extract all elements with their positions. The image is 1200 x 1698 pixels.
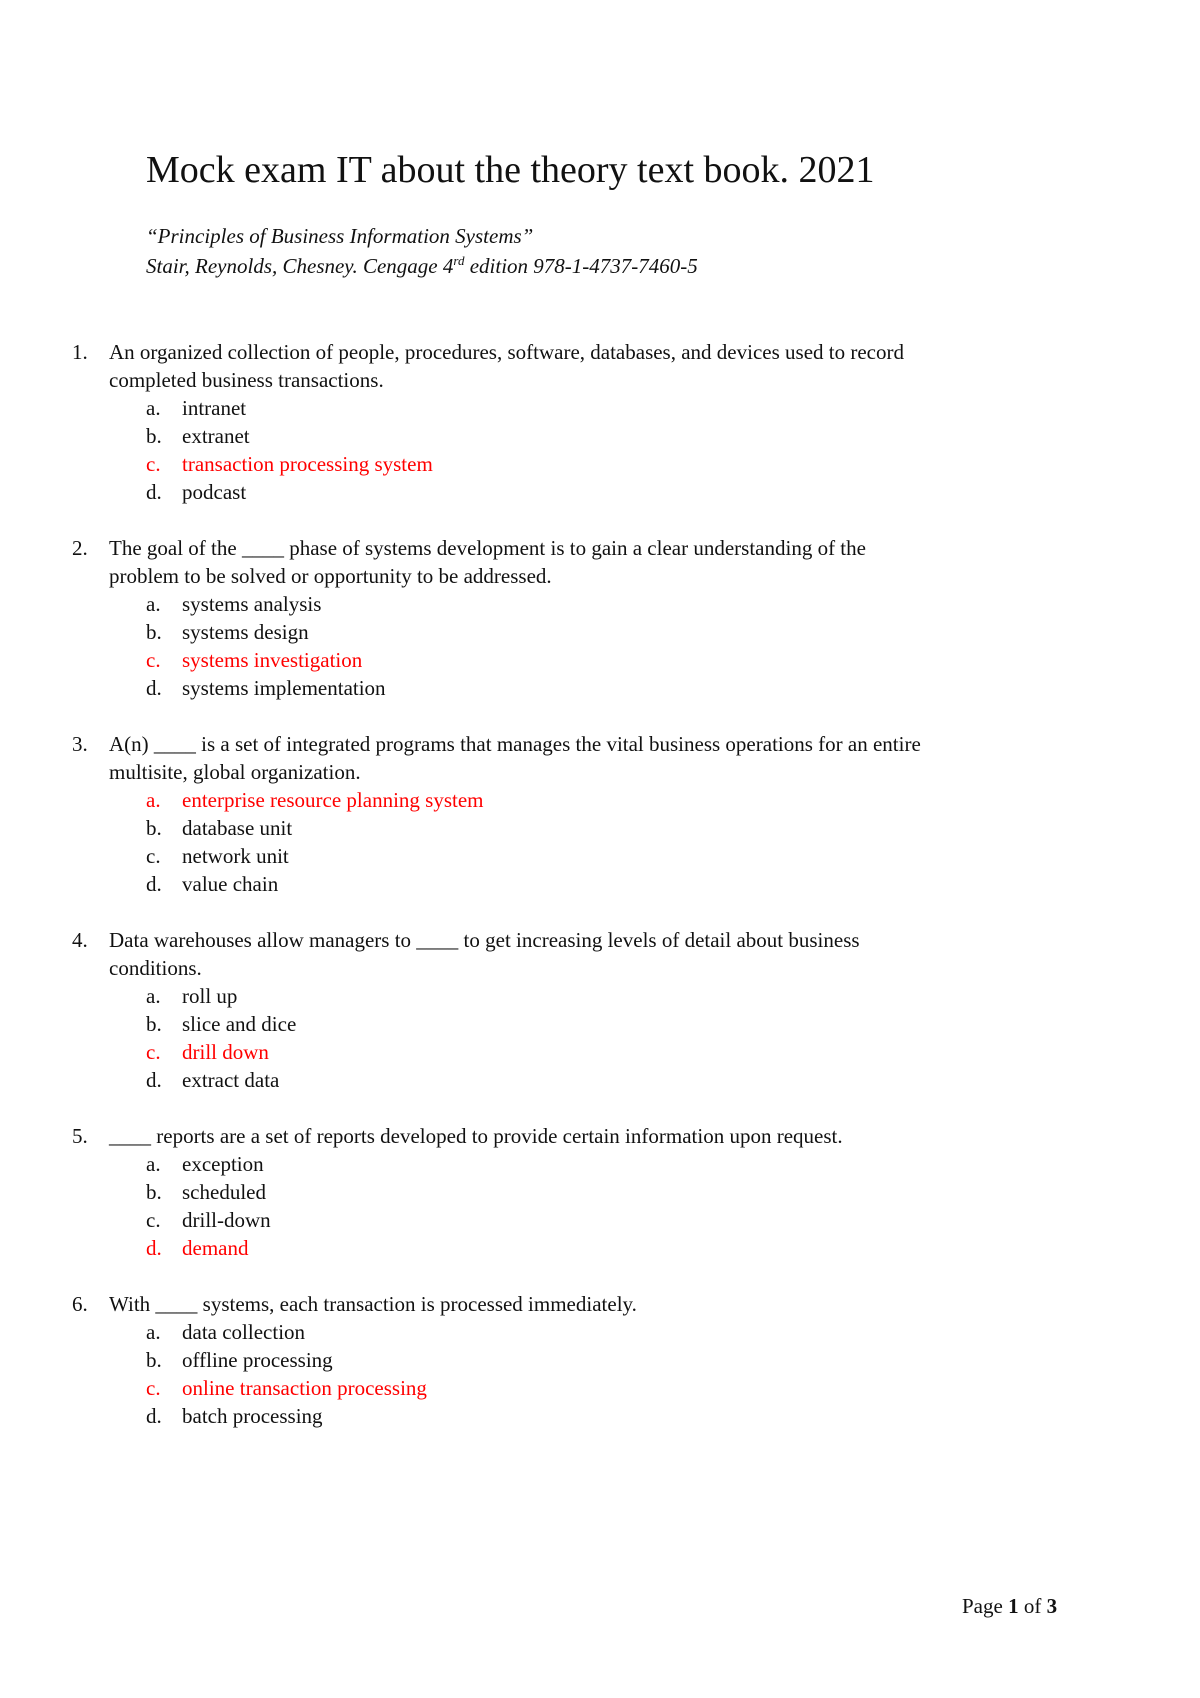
question-text-line: completed business transactions. [109,368,384,392]
book-authors-edition [146,252,698,280]
question-number: 3. [72,732,88,756]
option-text: systems design [182,620,309,644]
option-text: drill-down [182,1208,271,1232]
option-text: systems implementation [182,676,386,700]
question-number: 5. [72,1124,88,1148]
question-number: 4. [72,928,88,952]
option-c [72,1206,872,1234]
option-text: demand [182,1236,249,1260]
option-text: transaction processing system [182,452,433,476]
edition-suffix: edition 978-1-4737-7460-5 [464,254,698,278]
option-text: network unit [182,844,289,868]
option-text: intranet [182,396,247,420]
option-d [72,870,872,898]
option-c [72,450,872,478]
option-text: roll up [182,984,238,1008]
option-text: scheduled [182,1180,266,1204]
option-d [72,1402,872,1430]
option-text: data collection [182,1320,306,1344]
question-number: 2. [72,536,88,560]
question-text-line: conditions. [109,956,202,980]
option-text: podcast [182,480,247,504]
book-title: “Principles of Business Information Systems” [146,224,534,248]
option-text: drill down [182,1040,269,1064]
option-letter: d. [146,1068,162,1092]
option-letter: c. [146,1376,161,1400]
option-text: extranet [182,424,250,448]
option-letter: a. [146,1152,161,1176]
answer-options [72,982,872,1094]
answer-options [72,394,872,506]
option-letter: b. [146,424,162,448]
option-letter: d. [146,676,162,700]
question-text [109,730,1099,786]
option-d [72,1066,872,1094]
question-text-line: multisite, global organization. [109,760,361,784]
option-letter: b. [146,1180,162,1204]
option-letter: b. [146,620,162,644]
option-c [72,646,872,674]
answer-options [72,590,872,702]
option-text: slice and dice [182,1012,297,1036]
option-a [72,982,872,1010]
edition-superscript: rd [453,253,465,268]
question-text-line: ____ reports are a set of reports developed to provide certain information upon request. [109,1124,843,1148]
question-number: 1. [72,340,88,364]
answer-options [72,786,872,898]
option-d [72,674,872,702]
option-b [72,1010,872,1038]
option-letter: a. [146,984,161,1008]
option-letter: d. [146,872,162,896]
option-text: database unit [182,816,293,840]
answer-options [72,1318,872,1430]
option-letter: d. [146,1404,162,1428]
option-text: online transaction processing [182,1376,427,1400]
question-text-line: A(n) ____ is a set of integrated programs that manages the vital business operations for an entire [109,732,921,756]
option-letter: c. [146,1208,161,1232]
option-letter: c. [146,844,161,868]
option-text: systems investigation [182,648,363,672]
option-a [72,1150,872,1178]
current-page-number: 1 [1008,1594,1019,1618]
option-text: systems analysis [182,592,322,616]
option-text: exception [182,1152,264,1176]
option-text: enterprise resource planning system [182,788,484,812]
page-title: Mock exam IT about the theory text book. 2021 [146,149,875,191]
option-b [72,814,872,842]
page-number-footer [962,1592,1057,1620]
question-text-line: An organized collection of people, procedures, software, databases, and devices used to record [109,340,904,364]
option-text: extract data [182,1068,280,1092]
option-letter: c. [146,452,161,476]
page-word: Page [962,1594,1009,1618]
question-text [109,338,1099,394]
of-word: of [1018,1594,1047,1618]
option-a [72,786,872,814]
question-text [109,1122,1099,1150]
option-text: value chain [182,872,279,896]
option-letter: b. [146,816,162,840]
option-b [72,618,872,646]
option-letter: a. [146,1320,161,1344]
option-b [72,1346,872,1374]
option-c [72,1038,872,1066]
option-a [72,394,872,422]
option-c [72,1374,872,1402]
question-text [109,534,1099,590]
question-text-line: With ____ systems, each transaction is processed immediately. [109,1292,637,1316]
question-text-line: problem to be solved or opportunity to be addressed. [109,564,552,588]
question-text-line: The goal of the ____ phase of systems development is to gain a clear understanding of the [109,536,866,560]
option-letter: a. [146,396,161,420]
option-letter: a. [146,788,161,812]
option-text: batch processing [182,1404,323,1428]
option-text: offline processing [182,1348,333,1372]
option-letter: c. [146,648,161,672]
option-letter: b. [146,1012,162,1036]
option-c [72,842,872,870]
question-text-line: Data warehouses allow managers to ____ to get increasing levels of detail about business [109,928,860,952]
question-text [109,1290,1099,1318]
option-letter: a. [146,592,161,616]
option-b [72,422,872,450]
option-a [72,590,872,618]
option-letter: b. [146,1348,162,1372]
option-letter: c. [146,1040,161,1064]
option-b [72,1178,872,1206]
total-pages-number: 3 [1046,1594,1058,1618]
question-text [109,926,1099,982]
authors-prefix: Stair, Reynolds, Chesney. Cengage 4 [146,254,454,278]
answer-options [72,1150,872,1262]
question-number: 6. [72,1292,88,1316]
option-d [72,1234,872,1262]
option-d [72,478,872,506]
option-letter: d. [146,1236,162,1260]
option-letter: d. [146,480,162,504]
option-a [72,1318,872,1346]
